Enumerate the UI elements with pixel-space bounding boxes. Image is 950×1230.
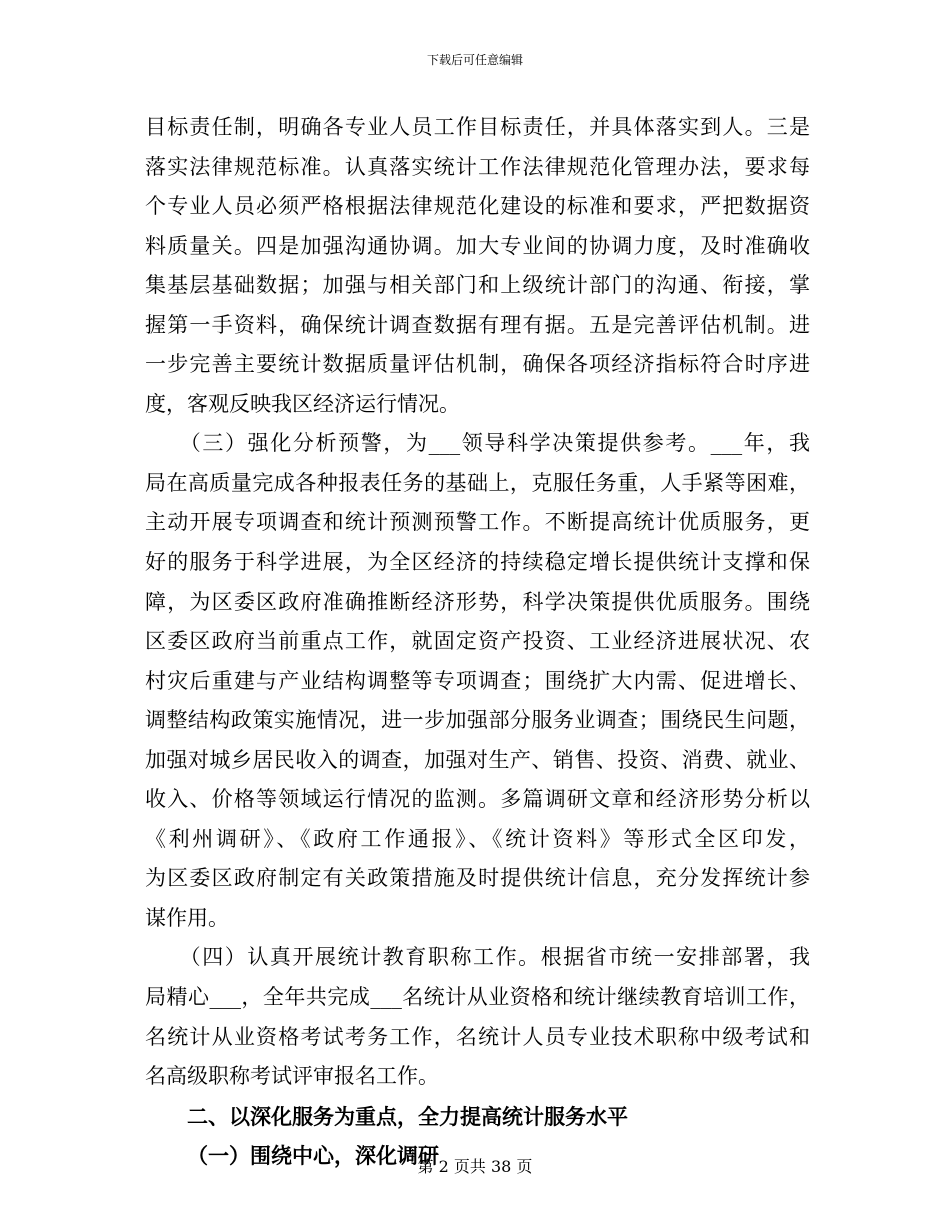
- text-line: 名高级职称考试评审报名工作。: [145, 1064, 439, 1089]
- subsection-heading: （一）围绕中心，深化调研: [187, 1143, 439, 1169]
- text-line: 局在高质量完成各种报表任务的基础上，克服任务重，人手紧等困难，: [145, 470, 810, 495]
- text-line: 名统计从业资格考试考务工作，名统计人员专业技术职称中级考试和: [145, 1024, 810, 1049]
- text-line: （三）强化分析预警，为___领导科学决策提供参考。___年，我: [145, 431, 810, 456]
- text-line: 料质量关。四是加强沟通协调。加大专业间的协调力度，及时准确收: [145, 233, 810, 258]
- text-line: （四）认真开展统计教育职称工作。根据省市统一安排部署，我: [145, 945, 810, 970]
- text-line: 度，客观反映我区经济运行情况。: [145, 391, 460, 416]
- text-line: 集基层基础数据；加强与相关部门和上级统计部门的沟通、衔接，掌: [145, 273, 810, 298]
- text-line: 调整结构政策实施情况，进一步加强部分服务业调查；围绕民生问题，: [145, 708, 810, 733]
- section-heading: 二、以深化服务为重点，全力提高统计服务水平: [187, 1103, 628, 1129]
- text-line: 谋作用。: [145, 905, 229, 930]
- page-number: 第 2 页共 38 页: [417, 1157, 533, 1176]
- text-line: 目标责任制，明确各专业人员工作目标责任，并具体落实到人。三是: [145, 115, 810, 139]
- text-line: 收入、价格等领域运行情况的监测。多篇调研文章和经济形势分析以: [145, 787, 810, 812]
- text-line: 握第一手资料，确保统计调查数据有理有据。五是完善评估机制。进: [145, 312, 810, 337]
- text-line: 为区委区政府制定有关政策措施及时提供统计信息，充分发挥统计参: [145, 866, 810, 891]
- text-line: 主动开展专项调查和统计预测预警工作。不断提高统计优质服务，更: [145, 510, 810, 535]
- text-line: 加强对城乡居民收入的调查，加强对生产、销售、投资、消费、就业、: [145, 747, 810, 772]
- text-line: 一步完善主要统计数据质量评估机制，确保各项经济指标符合时序进: [145, 352, 810, 377]
- text-line: 区委区政府当前重点工作，就固定资产投资、工业经济进展状况、农: [145, 629, 810, 654]
- text-line: 村灾后重建与产业结构调整等专项调查；围绕扩大内需、促进增长、: [145, 668, 810, 693]
- page-header: 下载后可任意编辑: [426, 53, 523, 67]
- text-line: 局精心___，全年共完成___名统计从业资格和统计继续教育培训工作，: [145, 985, 810, 1010]
- text-line: 障，为区委区政府准确推断经济形势，科学决策提供优质服务。围绕: [145, 589, 810, 614]
- text-line: 个专业人员必须严格根据法律规范化建设的标准和要求，严把数据资: [145, 194, 810, 219]
- text-line: 好的服务于科学进展，为全区经济的持续稳定增长提供统计支撑和保: [145, 550, 810, 575]
- document-body: [145, 108, 810, 1176]
- text-line: 《利州调研》、《政府工作通报》、《统计资料》等形式全区印发，: [145, 826, 810, 851]
- text-line: 落实法律规范标准。认真落实统计工作法律规范化管理办法，要求每: [145, 154, 810, 179]
